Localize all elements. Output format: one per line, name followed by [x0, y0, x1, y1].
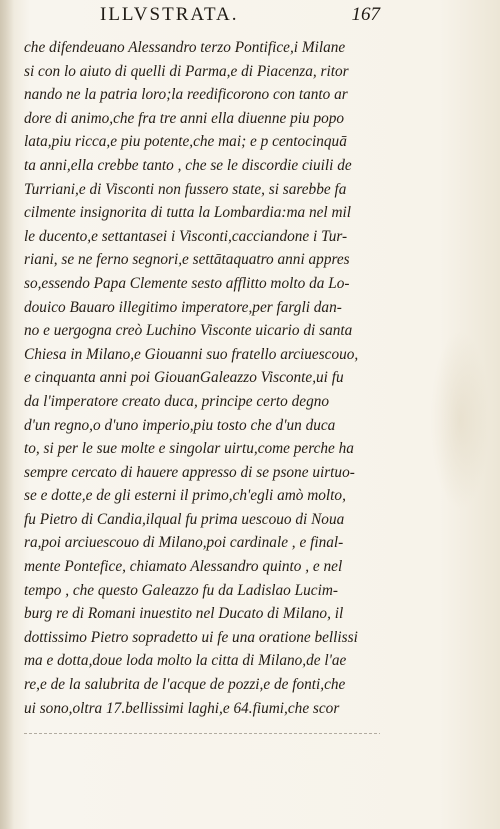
- page-number: 167: [351, 4, 380, 25]
- text-line: douico Bauaro illegitimo imperatore,per fargli dan-: [24, 298, 342, 316]
- text-line: so,essendo Papa Clemente sesto afflitto molto da Lo-: [24, 274, 350, 292]
- bottom-rule: [24, 733, 380, 734]
- text-line: da l'imperatore creato duca, principe certo degno: [24, 392, 330, 410]
- text-line: ta anni,ella crebbe tanto , che se le discordie ciuili de: [24, 156, 352, 174]
- text-line: fu Pietro di Candia,ilqual fu prima uescouo di Noua: [24, 510, 345, 528]
- text-line: tempo , che questo Galeazzo fu da Ladislao Lucim-: [24, 581, 338, 599]
- text-line: riani, se ne ferno segnori,e settātaquatro anni appres: [24, 251, 350, 269]
- text-line: Chiesa in Milano,e Giouanni suo fratello arciuescouo,: [24, 345, 359, 363]
- text-line: Turriani,e di Visconti non fussero state, si sarebbe fa: [24, 180, 347, 198]
- text-line: cilmente insignorita di tutta la Lombardia:ma nel mil: [24, 204, 352, 222]
- binding-gutter: [0, 0, 14, 829]
- text-line: che difendeuano Alessandro terzo Pontifice,i Milane: [24, 39, 346, 56]
- text-line: no e uergogna creò Luchino Visconte uicario di santa: [24, 322, 353, 340]
- page-header: [100, 4, 380, 26]
- text-line: e cinquanta anni poi GiouanGaleazzo Visconte,ui fu: [24, 369, 344, 387]
- text-line: re,e de la salubrita de l'acque de pozzi,e de fonti,che: [24, 676, 346, 694]
- text-line: ma e dotta,doue loda molto la citta di Milano,de l'ae: [24, 652, 347, 670]
- text-line: ra,poi arciuescouo di Milano,poi cardinale , e final-: [24, 534, 344, 552]
- text-line: nando ne la patria loro;la reedificorono con tanto ar: [24, 86, 348, 104]
- text-line: burg re di Romani inuestito nel Ducato di Milano, il: [24, 605, 344, 623]
- paper-stain: [430, 330, 490, 510]
- text-line: lata,piu ricca,e piu potente,che mai; e p centocinquā: [24, 133, 347, 151]
- text-line: dore di animo,che fra tre anni ella diuenne piu popo: [24, 109, 345, 127]
- text-line: mente Pontefice, chiamato Alessandro quinto , e nel: [24, 558, 343, 576]
- text-line: to, si per le sue molte e singolar uirtu,come perche ha: [24, 440, 354, 458]
- text-line: d'un regno,o d'uno imperio,piu tosto che d'un duca: [24, 416, 336, 434]
- text-line: ui sono,oltra 17.bellissimi laghi,e 64.fiumi,che scor: [24, 699, 340, 717]
- text-line: dottissimo Pietro sopradetto ui fe una oratione bellissi: [24, 628, 358, 646]
- text-line: le ducento,e settantasei i Visconti,cacciandone i Tur-: [24, 227, 348, 245]
- text-line: si con lo aiuto di quelli di Parma,e di Piacenza, ritor: [24, 62, 349, 80]
- body-text: [24, 36, 384, 720]
- text-line: se e dotte,e de gli esterni il primo,ch'egli amò molto,: [24, 487, 346, 505]
- text-line: sempre cercato di hauere appresso di se psone uirtuo-: [24, 463, 355, 481]
- running-head: ILLVSTRATA.: [100, 4, 239, 25]
